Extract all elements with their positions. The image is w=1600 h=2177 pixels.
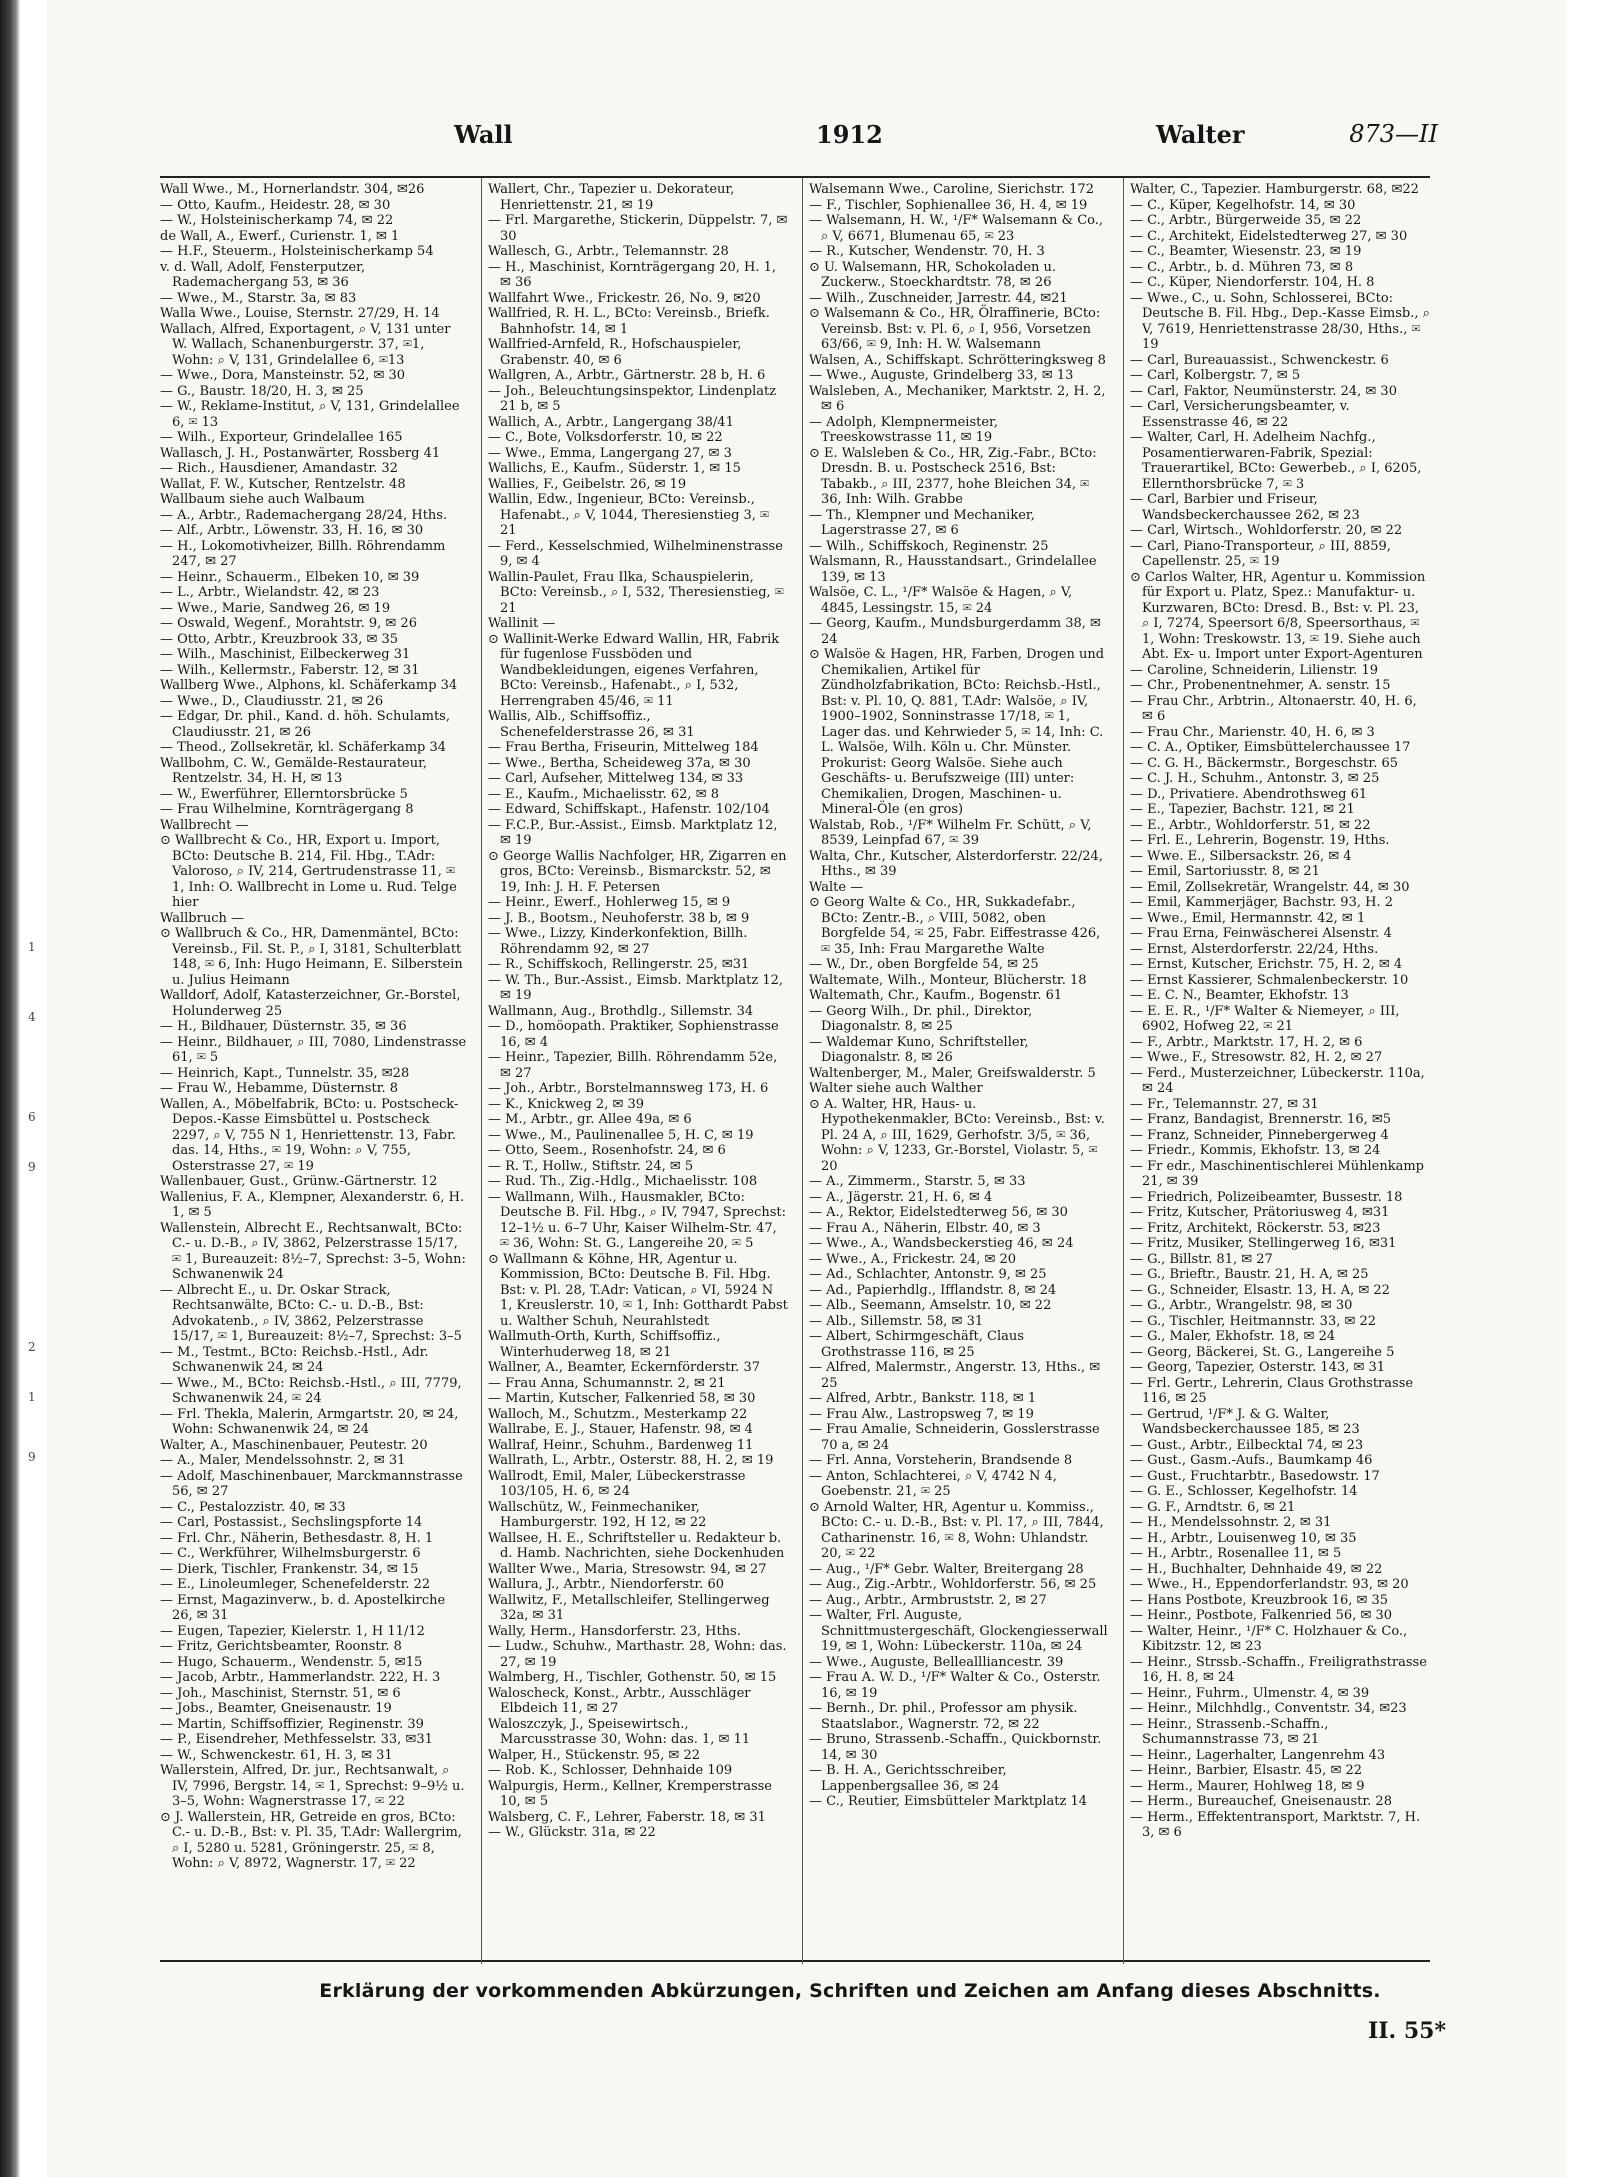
directory-entry: — Alb., Sillemstr. 58, ✉ 31 — [809, 1313, 984, 1329]
directory-entry: Wallen, A., Möbelfabrik, BCto: u. Postscheck-Depos.-Kasse Eimsbüttel u. Postscheck 2297, ⌕ V, 755 N 1, Henriettenstr. 13, Fabr. das. 14, Hths., ✉ 19, Wohn: ⌕ V, 755, Osterstrasse 27, ✉ 19 — [160, 1096, 459, 1174]
directory-entry: — Georg, Tapezier, Osterstr. 143, ✉ 31 — [1130, 1360, 1386, 1375]
directory-entry: Wallerstein, Alfred, Dr. jur., Rechtsanwalt, ⌕ IV, 7996, Bergstr. 14, ✉ 1, Sprechst: 9–9½ u. 3–5, Wohn: Wagnerstrasse 17, ✉ 22 — [160, 1763, 465, 1809]
directory-entry: — Ludw., Schuhw., Marthastr. 28, Wohn: das. 27, ✉ 19 — [488, 1639, 787, 1670]
directory-entry: — H., Arbtr., Rosenallee 11, ✉ 5 — [1130, 1546, 1342, 1561]
directory-entry: Wally, Herm., Hansdorferstr. 23, Hths. — [488, 1623, 741, 1639]
directory-entry: — Wilh., Zuschneider, Jarrestr. 44, ✉21 — [809, 290, 1068, 306]
directory-entry: Walpurgis, Herm., Kellner, Kremperstrasse 10, ✉ 5 — [488, 1778, 772, 1809]
directory-entry: Walper, H., Stückenstr. 95, ✉ 22 — [488, 1747, 700, 1763]
directory-entry: — G. F., Arndtstr. 6, ✉ 21 — [1130, 1499, 1296, 1515]
directory-entry: — Walter, Heinr., ¹/F* C. Holzhauer & Co., Kibitzstr. 12, ✉ 23 — [1130, 1623, 1408, 1654]
directory-entry: — Adolph, Klempnermeister, Treeskowstrasse 11, ✉ 19 — [809, 414, 998, 445]
directory-entry: — C., Werkführer, Wilhelmsburgerstr. 6 — [160, 1546, 421, 1561]
directory-entry: — Heinr., Strassenb.-Schaffn., Schumannstrasse 73, ✉ 21 — [1130, 1716, 1329, 1747]
directory-entry: Wallgren, A., Arbtr., Gärtnerstr. 28 b, H. 6 — [488, 368, 766, 383]
directory-entry: Wallbrecht — — [160, 817, 249, 833]
directory-entry: v. d. Wall, Adolf, Fensterputzer, Rademachergang 53, ✉ 36 — [160, 259, 366, 290]
directory-entry: — Wwe. E., Silbersackstr. 26, ✉ 4 — [1130, 848, 1352, 864]
directory-entry: — Jacob, Arbtr., Hammerlandstr. 222, H. 3 — [160, 1670, 441, 1685]
directory-entry: — Frau A., Näherin, Elbstr. 40, ✉ 3 — [809, 1220, 1041, 1236]
directory-entry: Wallies, F., Geibelstr. 26, ✉ 19 — [488, 476, 687, 492]
directory-entry: — Carl, Postassist., Sechslingspforte 14 — [160, 1515, 423, 1530]
directory-entry: — Wallmann, Wilh., Hausmakler, BCto: Deutsche B. Fil. Hbg., ⌕ IV, 7947, Sprechst: 12–1½ u. 6–7 Uhr, Kaiser Wilhelm-Str. 47, ✉ 36, Wohn: St. G., Langereihe 20, ✉ 5 — [488, 1189, 786, 1251]
directory-entry: — Caroline, Schneiderin, Lilienstr. 19 — [1130, 662, 1378, 678]
directory-entry: — Herm., Bureauchef, Gneisenaustr. 28 — [1130, 1794, 1392, 1809]
directory-entry: — Frl. Chr., Näherin, Bethesdastr. 8, H. 1 — [160, 1530, 434, 1546]
directory-entry: — Ad., Schlachter, Antonstr. 9, ✉ 25 — [809, 1267, 1047, 1282]
directory-entry: Wallfried, R. H. L., BCto: Vereinsb., Briefk. Bahnhofstr. 14, ✉ 1 — [488, 306, 770, 337]
directory-entry: Wallenstein, Albrecht E., Rechtsanwalt, BCto: C.- u. D.-B., ⌕ IV, 3862, Pelzerstrasse 15/17, ✉ 1, Bureauzeit: 8½–7, Sprechst: 3–5, Wohn: Schwanenwik 24 — [160, 1220, 466, 1282]
directory-entry: — Georg, Bäckerei, St. G., Langereihe 5 — [1130, 1344, 1395, 1360]
directory-entry: Walmberg, H., Tischler, Gothenstr. 50, ✉ 15 — [488, 1670, 777, 1685]
directory-entry: — Wwe., Auguste, Belleallliancestr. 39 — [809, 1654, 1064, 1670]
directory-entry: — W., Reklame-Institut, ⌕ V, 131, Grindelallee 6, ✉ 13 — [160, 399, 460, 430]
directory-entry: — Wilh., Maschinist, Eilbeckerweg 31 — [160, 647, 411, 662]
directory-entry: — Ernst, Magazinverw., b. d. Apostelkirche 26, ✉ 31 — [160, 1592, 446, 1623]
directory-entry: Waloscheck, Konst., Arbtr., Ausschläger Elbdeich 11, ✉ 27 — [488, 1685, 751, 1716]
directory-entry: — K., Knickweg 2, ✉ 39 — [488, 1096, 645, 1112]
directory-entry: Wallfried-Arnfeld, R., Hofschauspieler, Grabenstr. 40, ✉ 6 — [488, 337, 742, 368]
directory-entry: — Fritz, Musiker, Stellingerweg 16, ✉31 — [1130, 1236, 1397, 1251]
directory-entry: — Heinr., Postbote, Falkenried 56, ✉ 30 — [1130, 1608, 1393, 1623]
directory-entry: — Wwe., Auguste, Grindelberg 33, ✉ 13 — [809, 368, 1074, 383]
directory-entry: — Alf., Arbtr., Löwenstr. 33, H. 16, ✉ 30 — [160, 523, 424, 538]
directory-entry: Wallis, Alb., Schiffsoffiz., Schenefelderstrasse 26, ✉ 31 — [488, 709, 695, 740]
directory-entry: — Dierk, Tischler, Frankenstr. 34, ✉ 15 — [160, 1561, 419, 1577]
directory-entry: Walsmann, R., Hausstandsart., Grindelallee 139, ✉ 13 — [809, 554, 1097, 585]
directory-entry: — D., homöopath. Praktiker, Sophienstrasse 16, ✉ 4 — [488, 1019, 779, 1050]
directory-column-2 — [481, 178, 788, 1964]
directory-entry: — Chr., Probenentnehmer, A. senstr. 15 — [1130, 678, 1391, 693]
directory-entry: — C., Beamter, Wiesenstr. 23, ✉ 19 — [1130, 244, 1362, 259]
directory-entry: — Walter, Frl. Auguste, Schnittmustergeschäft, Glockengiesserwall 19, ✉ 1, Wohn: Lübeckerstr. 110a, ✉ 24 — [809, 1608, 1108, 1654]
directory-entry: — H., Mendelssohnstr. 2, ✉ 31 — [1130, 1515, 1332, 1530]
directory-entry: Wallesch, G., Arbtr., Telemannstr. 28 — [488, 244, 729, 259]
directory-entry: — Carl, Versicherungsbeamter, v. Essenstrasse 46, ✉ 22 — [1130, 399, 1350, 430]
directory-entry: — Walter, Carl, H. Adelheim Nachfg., Posamentierwaren-Fabrik, Spezial: Trauerartikel, BCto: Gewerbeb., ⌕ I, 6205, Ellernthorsbrücke 7, ✉ 3 — [1130, 430, 1422, 492]
directory-entry: — Fritz, Architekt, Röckerstr. 53, ✉23 — [1130, 1220, 1381, 1236]
directory-entry: — Wwe., M., Starstr. 3a, ✉ 83 — [160, 290, 357, 306]
directory-entry: — Wwe., Lizzy, Kinderkonfektion, Billh. Röhrendamm 92, ✉ 27 — [488, 926, 748, 957]
directory-entry: — Rob. K., Schlosser, Dehnhaide 109 — [488, 1763, 733, 1778]
directory-entry: Walsöe, C. L., ¹/F* Walsöe & Hagen, ⌕ V, 4845, Lessingstr. 15, ✉ 24 — [809, 585, 1073, 616]
directory-entry: Wallura, J., Arbtr., Niendorferstr. 60 — [488, 1577, 724, 1592]
directory-entry: ⊙ A. Walter, HR, Haus- u. Hypothekenmakler, BCto: Vereinsb., Bst: v. Pl. 24 A, ⌕ III, 1629, Gerhofstr. 3/5, ✉ 36, Wohn: ⌕ V, 1233, Gr.-Borstel, Violastr. 5, ✉ 20 — [809, 1096, 1105, 1174]
directory-entry: — E. E. R., ¹/F* Walter & Niemeyer, ⌕ III, 6902, Hofweg 22, ✉ 21 — [1130, 1003, 1400, 1034]
directory-entry: — E., Tapezier, Bachstr. 121, ✉ 21 — [1130, 802, 1355, 817]
directory-entry: — Otto, Kaufm., Heidestr. 28, ✉ 30 — [160, 197, 391, 213]
directory-entry: Walter, C., Tapezier. Hamburgerstr. 68, ✉22 — [1130, 182, 1419, 197]
directory-entry: — Wwe., Emma, Langergang 27, ✉ 3 — [488, 445, 732, 461]
directory-column-3 — [802, 178, 1109, 1964]
directory-entry: — H.F., Steuerm., Holsteinischerkamp 54 — [160, 244, 434, 259]
directory-entry: Wallbaum siehe auch Walbaum — [160, 492, 365, 507]
directory-entry: — Wwe., H., Eppendorferlandstr. 93, ✉ 20 — [1130, 1577, 1409, 1592]
directory-entry: — H., Buchhalter, Dehnhaide 49, ✉ 22 — [1130, 1561, 1383, 1577]
directory-entry: — Rich., Hausdiener, Amandastr. 32 — [160, 461, 398, 476]
directory-entry: — Herm., Effektentransport, Marktstr. 7, H. 3, ✉ 6 — [1130, 1809, 1421, 1840]
directory-entry: — G. E., Schlosser, Kegelhofstr. 14 — [1130, 1484, 1358, 1499]
directory-entry: — Frau Bertha, Friseurin, Mittelweg 184 — [488, 740, 759, 755]
directory-entry: — Wwe., F., Stresowstr. 82, H. 2, ✉ 27 — [1130, 1050, 1383, 1065]
directory-entry: Walsleben, A., Mechaniker, Marktstr. 2, H. 2, ✉ 6 — [809, 383, 1106, 414]
directory-entry: — C., Reutier, Eimsbütteler Marktplatz 14 — [809, 1794, 1088, 1809]
directory-entry: ⊙ Wallmann & Köhne, HR, Agentur u. Kommission, BCto: Deutsche B. Fil. Hbg. Bst: v. Pl. 28, T.Adr: Vatican, ⌕ VI, 5924 N 1, Kreuslerstr. 10, ✉ 1, Inh: Gotthardt Pabst u. Walther Schuh, Neurahlstedt — [488, 1251, 788, 1329]
directory-entry: Wallat, F. W., Kutscher, Rentzelstr. 48 — [160, 476, 406, 492]
directory-entry: — R. T., Hollw., Stiftstr. 24, ✉ 5 — [488, 1158, 694, 1174]
directory-entry: — Wwe., Dora, Mansteinstr. 52, ✉ 30 — [160, 368, 406, 383]
directory-entry: — Wwe., M., Paulinenallee 5, H. C, ✉ 19 — [488, 1127, 754, 1143]
directory-entry: Wallmuth-Orth, Kurth, Schiffsoffiz., Winterhuderweg 18, ✉ 21 — [488, 1329, 721, 1360]
directory-entry: — Emil, Sartoriusstr. 8, ✉ 21 — [1130, 864, 1320, 879]
directory-entry: — A., Maler, Mendelssohnstr. 2, ✉ 31 — [160, 1453, 406, 1468]
directory-entry: Wallfahrt Wwe., Frickestr. 26, No. 9, ✉20 — [488, 290, 761, 306]
directory-entry: — Rud. Th., Zig.-Hdlg., Michaelisstr. 108 — [488, 1174, 758, 1189]
directory-entry: — Heinrich, Kapt., Tunnelstr. 35, ✉28 — [160, 1065, 410, 1081]
directory-entry: — W., Ewerführer, Ellerntorsbrücke 5 — [160, 786, 408, 802]
directory-column-4 — [1123, 178, 1430, 1964]
directory-entry: Wallichs, E., Kaufm., Süderstr. 1, ✉ 15 — [488, 461, 741, 476]
directory-entry: — P., Eisendreher, Methfesselstr. 33, ✉31 — [160, 1732, 433, 1747]
directory-entry: — Wwe., Marie, Sandweg 26, ✉ 19 — [160, 600, 391, 616]
directory-entry: ⊙ U. Walsemann, HR, Schokoladen u. Zuckerw., Stoeckhardtstr. 78, ✉ 26 — [809, 259, 1057, 290]
directory-entry: — Heinr., Bildhauer, ⌕ III, 7080, Lindenstrasse 61, ✉ 5 — [160, 1034, 467, 1065]
directory-entry: Walla Wwe., Louise, Sternstr. 27/29, H. 14 — [160, 306, 440, 321]
directory-entry: Wallbruch — — [160, 910, 244, 926]
directory-entry: — Heinr., Lagerhalter, Langenrehm 43 — [1130, 1747, 1386, 1763]
directory-entry: — H., Lokomotivheizer, Billh. Röhrendamm 247, ✉ 27 — [160, 538, 446, 569]
directory-entry: Wallinit — — [488, 616, 556, 631]
directory-entry: — Alfred, Malermstr., Angerstr. 13, Hths., ✉ 25 — [809, 1360, 1101, 1391]
directory-entry: Waltemath, Chr., Kaufm., Bogenstr. 61 — [809, 988, 1063, 1003]
directory-entry: Walter siehe auch Walther — [809, 1081, 983, 1096]
header-year: 1912 — [816, 120, 883, 149]
directory-entry: — Friedr., Kommis, Ekhofstr. 13, ✉ 24 — [1130, 1143, 1381, 1158]
directory-entry: — W., Dr., oben Borgfelde 54, ✉ 25 — [809, 957, 1039, 972]
directory-entry: — C. J. H., Schuhm., Antonstr. 3, ✉ 25 — [1130, 771, 1380, 786]
left-margin-marks: 1 4 6 9 2 1 9 — [28, 940, 36, 1464]
directory-entry: — Carl, Aufseher, Mittelweg 134, ✉ 33 — [488, 771, 744, 786]
directory-entry: — Wwe., C., u. Sohn, Schlosserei, BCto: Deutsche B. Fil. Hbg., Dep.-Kasse Eimsb., ⌕ V, 7619, Henriettenstrasse 28/30, Hths., ✉ 19 — [1130, 290, 1430, 352]
directory-entry: — Frau Wilhelmine, Kornträgergang 8 — [160, 802, 414, 817]
directory-entry: — Alb., Seemann, Amselstr. 10, ✉ 22 — [809, 1298, 1052, 1313]
directory-entry: Walta, Chr., Kutscher, Alsterdorferstr. 22/24, Hths., ✉ 39 — [809, 848, 1103, 879]
directory-entry: — Jobs., Beamter, Gneisenaustr. 19 — [160, 1701, 392, 1716]
directory-entry: — Hans Postbote, Kreuzbrook 16, ✉ 35 — [1130, 1592, 1389, 1608]
directory-entry: ⊙ Walsemann & Co., HR, Ölraffinerie, BCto: Vereinsb. Bst: v. Pl. 6, ⌕ I, 956, Vorsetzen 63/66, ✉ 9, Inh: H. W. Walsemann — [809, 306, 1101, 352]
directory-entry: — Wwe., A., Wandsbeckerstieg 46, ✉ 24 — [809, 1236, 1074, 1251]
directory-entry: — Eugen, Tapezier, Kielerstr. 1, H 11/12 — [160, 1623, 425, 1639]
directory-entry: — Herm., Maurer, Hohlweg 18, ✉ 9 — [1130, 1778, 1365, 1794]
directory-entry: Walte — — [809, 879, 864, 895]
directory-entry: Wallasch, J. H., Postanwärter, Rossberg 41 — [160, 445, 441, 461]
directory-entry: — Ferd., Musterzeichner, Lübeckerstr. 110a, ✉ 24 — [1130, 1065, 1425, 1096]
directory-entry: — W., Glückstr. 31a, ✉ 22 — [488, 1825, 656, 1840]
directory-entry: — Heinr., Ewerf., Hohlerweg 15, ✉ 9 — [488, 895, 731, 910]
directory-entry: — Albrecht E., u. Dr. Oskar Strack, Rechtsanwälte, BCto: C.- u. D.-B., Bst: Advokatenb., ⌕ IV, 3862, Pelzerstrasse 15/17, ✉ 1, Bureauzeit: 8½–7, Sprechst: 3–5 — [160, 1282, 462, 1344]
directory-entry: — J. B., Bootsm., Neuhoferstr. 38 b, ✉ 9 — [488, 910, 750, 926]
directory-entry: — Gertrud, ¹/F* J. & G. Walter, Wandsbeckerchaussee 185, ✉ 23 — [1130, 1406, 1360, 1437]
directory-entry: ⊙ Wallinit-Werke Edward Wallin, HR, Fabrik für fugenlose Fussböden und Wandbekleidungen, eigenes Verfahren, BCto: Vereinsb., Hafenabt., ⌕ I, 532, Herrengraben 45/46, ✉ 11 — [488, 631, 780, 709]
directory-entry: — Wwe., M., BCto: Reichsb.-Hstl., ⌕ III, 7779, Schwanenwik 24, ✉ 24 — [160, 1375, 462, 1406]
directory-entry: — Carl, Bureauassist., Schwenckestr. 6 — [1130, 352, 1389, 368]
directory-entry: ⊙ George Wallis Nachfolger, HR, Zigarren en gros, BCto: Vereinsb., Bismarckstr. 52, ✉ 19, Inh: J. H. F. Petersen — [488, 848, 787, 895]
directory-entry: ⊙ Wallbruch & Co., HR, Damenmäntel, BCto: Vereinsb., Fil. St. P., ⌕ I, 3181, Schulterblatt 148, ✉ 6, Inh: Hugo Heimann, E. Silberstein u. Julius Heimann — [160, 926, 463, 988]
directory-entry: — Fr., Telemannstr. 27, ✉ 31 — [1130, 1096, 1319, 1112]
directory-entry: Wallin, Edw., Ingenieur, BCto: Vereinsb., Hafenabt., ⌕ V, 1044, Theresienstieg 3, ✉ 21 — [488, 492, 770, 538]
directory-entry: — F.C.P., Bur.-Assist., Eimsb. Marktplatz 12, ✉ 19 — [488, 817, 778, 848]
directory-entry: Wallmann, Aug., Brothdlg., Sillemstr. 34 — [488, 1003, 754, 1019]
directory-entry: — Bruno, Strassenb.-Schaffn., Quickbornstr. 14, ✉ 30 — [809, 1732, 1102, 1763]
directory-entry: ⊙ J. Wallerstein, HR, Getreide en gros, BCto: C.- u. D.-B., Bst: v. Pl. 35, T.Adr: Wallergrim, ⌕ I, 5280 u. 5281, Gröningerstr. 25, ✉ 8, Wohn: ⌕ V, 8972, Wagnerstr. 17, ✉ 22 — [160, 1809, 462, 1871]
directory-entry: Wallenius, F. A., Klempner, Alexanderstr. 6, H. 1, ✉ 5 — [160, 1189, 465, 1220]
directory-entry: — G., Maler, Ekhofstr. 18, ✉ 24 — [1130, 1329, 1336, 1344]
directory-entry: — Wilh., Schiffskoch, Reginenstr. 25 — [809, 538, 1049, 554]
page-header — [108, 120, 1438, 160]
directory-entry: — Theod., Zollsekretär, kl. Schäferkamp 34 — [160, 740, 447, 755]
directory-entry: — Frl. E., Lehrerin, Bogenstr. 19, Hths. — [1130, 833, 1390, 848]
directory-entry: — Frau Chr., Marienstr. 40, H. 6, ✉ 3 — [1130, 724, 1375, 740]
directory-entry: Wall Wwe., M., Hornerlandstr. 304, ✉26 — [160, 182, 425, 197]
directory-entry: — Aug., Zig.-Arbtr., Wohldorferstr. 56, ✉ 25 — [809, 1577, 1097, 1592]
header-right-keyword: Walter — [1156, 120, 1245, 149]
directory-entry: — Joh., Maschinist, Sternstr. 51, ✉ 6 — [160, 1685, 401, 1701]
directory-entry: — Frau Amalie, Schneiderin, Gosslerstrasse 70 a, ✉ 24 — [809, 1422, 1100, 1453]
directory-entry: Waloszczyk, J., Speisewirtsch., Marcusstrasse 30, Wohn: das. 1, ✉ 11 — [488, 1716, 751, 1747]
directory-entry: — C., Arbtr., b. d. Mühren 73, ✉ 8 — [1130, 259, 1354, 275]
directory-entry: — Frl. Anna, Vorsteherin, Brandsende 8 — [809, 1453, 1073, 1468]
directory-entry: — H., Bildhauer, Düsternstr. 35, ✉ 36 — [160, 1019, 407, 1034]
book-binding-edge — [0, 0, 20, 2177]
directory-entry: — D., Privatiere. Abendrothsweg 61 — [1130, 786, 1368, 802]
directory-entry: — M., Arbtr., gr. Allee 49a, ✉ 6 — [488, 1112, 692, 1127]
directory-entry: — G., Brieftr., Baustr. 21, H. A, ✉ 25 — [1130, 1267, 1369, 1282]
directory-entry: Wallter Wwe., Maria, Stresowstr. 94, ✉ 27 — [488, 1561, 767, 1577]
directory-entry: — Ad., Papierhdlg., Ifflandstr. 8, ✉ 24 — [809, 1282, 1057, 1298]
abbreviations-note: Erklärung der vorkommenden Abkürzungen, Schriften und Zeichen am Anfang dieses Abschnitts. — [319, 1980, 1381, 2002]
directory-entry: — Adolf, Maschinenbauer, Marckmannstrasse 56, ✉ 27 — [160, 1468, 463, 1499]
directory-entry: — Alfred, Arbtr., Bankstr. 118, ✉ 1 — [809, 1391, 1037, 1406]
directory-entry: — G., Billstr. 81, ✉ 27 — [1130, 1251, 1273, 1267]
directory-entry: — Joh., Arbtr., Borstelmannsweg 173, H. 6 — [488, 1081, 769, 1096]
directory-entry: — Oswald, Wegenf., Morahtstr. 9, ✉ 26 — [160, 616, 417, 631]
directory-entry: — C., Pestalozzistr. 40, ✉ 33 — [160, 1499, 346, 1515]
directory-entry: — L., Arbtr., Wielandstr. 42, ✉ 23 — [160, 585, 380, 600]
directory-entry: — C., Arbtr., Bürgerweide 35, ✉ 22 — [1130, 213, 1362, 228]
directory-entry: — Joh., Beleuchtungsinspektor, Lindenplatz 21 b, ✉ 5 — [488, 383, 777, 414]
directory-entry: — Fritz, Gerichtsbeamter, Roonstr. 8 — [160, 1639, 402, 1654]
directory-entry: — E., Arbtr., Wohldorferstr. 51, ✉ 22 — [1130, 817, 1371, 833]
directory-entry: — Wwe., D., Claudiusstr. 21, ✉ 26 — [160, 693, 384, 709]
directory-entry: — G., Baustr. 18/20, H. 3, ✉ 25 — [160, 383, 364, 399]
directory-entry: ⊙ Arnold Walter, HR, Agentur u. Kommiss., BCto: C.- u. D.-B., Bst: v. Pl. 17, ⌕ III, 7844, Catharinenstr. 16, ✉ 8, Wohn: Uhlandstr. 20, ✉ 22 — [809, 1499, 1104, 1561]
directory-entry: — Heinr., Tapezier, Billh. Röhrendamm 52e, ✉ 27 — [488, 1050, 778, 1081]
directory-entry: — Bernh., Dr. phil., Professor am physik. Staatslabor., Wagnerstr. 72, ✉ 22 — [809, 1701, 1078, 1732]
directory-entry: Walloch, M., Schutzm., Mesterkamp 22 — [488, 1406, 748, 1422]
directory-entry: — Frau A. W. D., ¹/F* Walter & Co., Osterstr. 16, ✉ 19 — [809, 1670, 1101, 1701]
directory-entry: — Otto, Seem., Rosenhofstr. 24, ✉ 6 — [488, 1143, 726, 1158]
directory-entry: — Ferd., Kesselschmied, Wilhelminenstrasse 9, ✉ 4 — [488, 538, 783, 569]
directory-columns — [160, 176, 1430, 1962]
directory-entry: — C., Bote, Volksdorferstr. 10, ✉ 22 — [488, 430, 723, 445]
directory-entry: — H., Arbtr., Louisenweg 10, ✉ 35 — [1130, 1530, 1357, 1546]
directory-entry: Wallbohm, C. W., Gemälde-Restaurateur, Rentzelstr. 34, H. H, ✉ 13 — [160, 755, 428, 786]
directory-entry: Wallraf, Heinr., Schuhm., Bardenweg 11 — [488, 1437, 754, 1453]
directory-entry: Wallenbauer, Gust., Grünw.-Gärtnerstr. 12 — [160, 1174, 438, 1189]
directory-entry: — H., Maschinist, Kornträgergang 20, H. 1, ✉ 36 — [488, 259, 777, 290]
directory-entry: — W. Th., Bur.-Assist., Eimsb. Marktplatz 12, ✉ 19 — [488, 972, 784, 1003]
directory-entry: — F., Tischler, Sophienallee 36, H. 4, ✉ 19 — [809, 197, 1088, 213]
directory-entry: ⊙ Wallbrecht & Co., HR, Export u. Import, BCto: Deutsche B. 214, Fil. Hbg., T.Adr: Valoroso, ⌕ IV, 214, Gertrudenstrasse 11, ✉ 1, Inh: O. Wallbrecht in Lome u. Rud. Telge hier — [160, 833, 457, 910]
directory-entry: — Emil, Zollsekretär, Wrangelstr. 44, ✉ 30 — [1130, 879, 1410, 895]
directory-entry: — Heinr., Schauerm., Elbeken 10, ✉ 39 — [160, 569, 420, 585]
directory-entry: — Heinr., Barbier, Elsastr. 45, ✉ 22 — [1130, 1763, 1363, 1778]
directory-entry: — Wilh., Exporteur, Grindelallee 165 — [160, 430, 403, 445]
directory-entry: — Carl, Faktor, Neumünsterstr. 24, ✉ 30 — [1130, 383, 1397, 399]
directory-entry: Wallrabe, E. J., Stauer, Hafenstr. 98, ✉ 4 — [488, 1422, 753, 1437]
directory-entry: — Ernst, Alsterdorferstr. 22/24, Hths. — [1130, 941, 1379, 957]
directory-entry: — Carl, Wirtsch., Wohldorferstr. 20, ✉ 22 — [1130, 523, 1403, 538]
directory-entry: ⊙ Carlos Walter, HR, Agentur u. Kommission für Export u. Platz, Spez.: Manufaktur- u. Kurzwaren, BCto: Dresd. B., Bst: v. Pl. 23, ⌕ I, 7274, Speersort 6/8, Speersorthaus, ✉ 1, Wohn: Treskowstr. 13, ✉ 19. Siehe auch Abt. Ex- u. Import unter Export-Agenturen — [1130, 569, 1426, 662]
directory-entry: — Franz, Bandagist, Brennerstr. 16, ✉5 — [1130, 1112, 1392, 1127]
directory-entry: — G., Tischler, Heitmannstr. 33, ✉ 22 — [1130, 1313, 1377, 1329]
directory-entry: — Gust., Fruchtarbtr., Basedowstr. 17 — [1130, 1468, 1380, 1484]
directory-entry: — Aug., Arbtr., Armbruststr. 2, ✉ 27 — [809, 1592, 1047, 1608]
directory-entry: — Frl. Thekla, Malerin, Armgartstr. 20, ✉ 24, Wohn: Schwanenwik 24, ✉ 24 — [160, 1406, 459, 1437]
directory-entry: — Georg Wilh., Dr. phil., Direktor, Diagonalstr. 8, ✉ 25 — [809, 1003, 1033, 1034]
directory-entry: — Fr edr., Maschinentischlerei Mühlenkamp 21, ✉ 39 — [1130, 1158, 1424, 1189]
directory-entry: — E. C. N., Beamter, Ekhofstr. 13 — [1130, 988, 1349, 1003]
directory-entry: Wallschütz, W., Feinmechaniker, Hamburgerstr. 192, H 12, ✉ 22 — [488, 1499, 707, 1530]
directory-entry: — Frau W., Hebamme, Düsternstr. 8 — [160, 1081, 399, 1096]
directory-entry: — Frau Alw., Lastropsweg 7, ✉ 19 — [809, 1406, 1034, 1422]
directory-entry: Wallert, Chr., Tapezier u. Dekorateur, Henriettenstr. 21, ✉ 19 — [488, 182, 735, 213]
directory-entry: — Albert, Schirmgeschäft, Claus Grothstrasse 116, ✉ 25 — [809, 1329, 1024, 1360]
directory-entry: Wallwitz, F., Metallschleifer, Stellingerweg 32a, ✉ 31 — [488, 1592, 770, 1623]
directory-entry: Wallin-Paulet, Frau Ilka, Schauspielerin, BCto: Vereinsb., ⌕ I, 532, Theresienstieg, ✉ 21 — [488, 569, 784, 616]
directory-entry: — Aug., ¹/F* Gebr. Walter, Breitergang 28 — [809, 1561, 1084, 1577]
directory-entry: — Martin, Kutscher, Falkenried 58, ✉ 30 — [488, 1391, 756, 1406]
directory-entry: — Carl, Barbier und Friseur, Wandsbeckerchaussee 262, ✉ 23 — [1130, 492, 1360, 523]
directory-entry: — Waldemar Kuno, Schriftsteller, Diagonalstr. 8, ✉ 26 — [809, 1034, 1029, 1065]
directory-entry: — A., Zimmerm., Starstr. 5, ✉ 33 — [809, 1174, 1026, 1189]
directory-entry: — Ernst Kassierer, Schmalenbeckerstr. 10 — [1130, 972, 1409, 988]
directory-entry: — B. H. A., Gerichtsschreiber, Lappenbergsallee 36, ✉ 24 — [809, 1763, 1007, 1794]
header-left-keyword: Wall — [454, 120, 513, 149]
directory-entry: — Wilh., Kellermstr., Faberstr. 12, ✉ 31 — [160, 662, 420, 678]
directory-entry: — Martin, Schiffsoffizier, Reginenstr. 39 — [160, 1716, 424, 1732]
directory-entry: — E., Kaufm., Michaelisstr. 62, ✉ 8 — [488, 786, 719, 802]
directory-entry: Walsen, A., Schiffskapt. Schrötteringksweg 8 — [809, 352, 1106, 368]
directory-entry: — Wwe., Emil, Hermannstr. 42, ✉ 1 — [1130, 910, 1366, 926]
directory-entry: — Edgar, Dr. phil., Kand. d. höh. Schulamts, Claudiusstr. 21, ✉ 26 — [160, 709, 450, 740]
directory-entry: — C., Küper, Kegelhofstr. 14, ✉ 30 — [1130, 197, 1356, 213]
directory-entry: — C., Küper, Niendorferstr. 104, H. 8 — [1130, 275, 1375, 290]
directory-entry: — Heinr., Strssb.-Schaffn., Freiligrathstrasse 16, H. 8, ✉ 24 — [1130, 1654, 1427, 1685]
header-page-number: 873—II — [1349, 120, 1438, 148]
directory-entry: — Heinr., Fuhrm., Ulmenstr. 4, ✉ 39 — [1130, 1685, 1370, 1701]
directory-entry: Waltenberger, M., Maler, Greifswalderstr. 5 — [809, 1065, 1096, 1081]
directory-entry: de Wall, A., Ewerf., Curienstr. 1, ✉ 1 — [160, 228, 400, 244]
directory-entry: — R., Schiffskoch, Rellingerstr. 25, ✉31 — [488, 957, 750, 972]
directory-entry: Wallsee, H. E., Schriftsteller u. Redakteur b. d. Hamb. Nachrichten, siehe Dockenhuden — [488, 1530, 785, 1561]
directory-entry: — G., Arbtr., Wrangelstr. 98, ✉ 30 — [1130, 1298, 1353, 1313]
directory-entry: — Georg, Kaufm., Mundsburgerdamm 38, ✉ 24 — [809, 616, 1101, 647]
directory-entry: — Gust., Gasm.-Aufs., Baumkamp 46 — [1130, 1453, 1373, 1468]
directory-entry: Wallrodt, Emil, Maler, Lübeckerstrasse 103/105, H. 6, ✉ 24 — [488, 1468, 746, 1499]
directory-entry: — Emil, Kammerjäger, Bachstr. 93, H. 2 — [1130, 895, 1393, 910]
directory-entry: — Frl. Gertr., Lehrerin, Claus Grothstrasse 116, ✉ 25 — [1130, 1375, 1414, 1406]
directory-entry: — C., Architekt, Eidelstedterweg 27, ✉ 30 — [1130, 228, 1408, 244]
directory-entry: — F., Arbtr., Marktstr. 17, H. 2, ✉ 6 — [1130, 1034, 1363, 1050]
directory-entry: ⊙ E. Walsleben & Co., HR, Zig.-Fabr., BCto: Dresdn. B. u. Postscheck 2516, Bst: Tabakb., ⌕ III, 2377, hohe Bleichen 34, ✉ 36, Inh: Wilh. Grabbe — [809, 445, 1097, 507]
directory-entry: — Frau Erna, Feinwäscherei Alsenstr. 4 — [1130, 926, 1392, 941]
directory-entry: — A., Jägerstr. 21, H. 6, ✉ 4 — [809, 1189, 993, 1205]
directory-entry: Wallner, A., Beamter, Eckernförderstr. 37 — [488, 1360, 760, 1375]
directory-entry: — C. G. H., Bäckermstr., Borgeschstr. 65 — [1130, 755, 1398, 771]
directory-entry: — E., Linoleumleger, Schenefelderstr. 22 — [160, 1577, 431, 1592]
directory-entry: — Ernst, Kutscher, Erichstr. 75, H. 2, ✉ 4 — [1130, 957, 1403, 972]
directory-entry: Walstab, Rob., ¹/F* Wilhelm Fr. Schütt, ⌕ V, 8539, Leinpfad 67, ✉ 39 — [809, 817, 1092, 848]
directory-entry: Wallach, Alfred, Exportagent, ⌕ V, 131 unter W. Wallach, Schanenburgerstr. 37, ✉1, Wohn: ⌕ V, 131, Grindelallee 6, ✉13 — [160, 321, 451, 368]
directory-entry: — Wwe., Bertha, Scheideweg 37a, ✉ 30 — [488, 755, 751, 771]
directory-entry: — Franz, Schneider, Pinnebergerweg 4 — [1130, 1127, 1389, 1143]
directory-entry: — Carl, Kolbergstr. 7, ✉ 5 — [1130, 368, 1301, 383]
directory-entry: Wallich, A., Arbtr., Langergang 38/41 — [488, 414, 734, 430]
directory-entry: Walsberg, C. F., Lehrer, Faberstr. 18, ✉ 31 — [488, 1809, 766, 1825]
directory-entry: — Frl. Margarethe, Stickerin, Düppelstr. 7, ✉ 30 — [488, 213, 788, 244]
directory-entry: — Th., Klempner und Mechaniker, Lagerstrasse 27, ✉ 6 — [809, 507, 1035, 538]
directory-entry: — Friedrich, Polizeibeamter, Bussestr. 18 — [1130, 1189, 1403, 1205]
directory-entry: Waltemate, Wilh., Monteur, Blücherstr. 18 — [809, 972, 1087, 988]
directory-entry: Walsemann Wwe., Caroline, Sierichstr. 172 — [809, 182, 1094, 197]
directory-entry: — Gust., Arbtr., Eilbecktal 74, ✉ 23 — [1130, 1437, 1364, 1453]
directory-entry: — Carl, Piano-Transporteur, ⌕ III, 8859, Capellenstr. 25, ✉ 19 — [1130, 538, 1391, 569]
directory-entry: — W., Holsteinischerkamp 74, ✉ 22 — [160, 213, 394, 228]
directory-entry: — A., Rektor, Eidelstedterweg 56, ✉ 30 — [809, 1205, 1068, 1220]
directory-entry: — Frau Anna, Schumannstr. 2, ✉ 21 — [488, 1375, 726, 1391]
footer-page-number: II. 55* — [1367, 2018, 1446, 2044]
directory-entry: Wallberg Wwe., Alphons, kl. Schäferkamp 34 — [160, 678, 458, 693]
directory-entry: — Wwe., A., Frickestr. 24, ✉ 20 — [809, 1251, 1017, 1267]
directory-column-1 — [160, 178, 467, 1964]
directory-entry: — Otto, Arbtr., Kreuzbrook 33, ✉ 35 — [160, 631, 399, 647]
directory-entry: — C. A., Optiker, Eimsbüttelerchaussee 17 — [1130, 740, 1411, 755]
directory-entry: — Fritz, Kutscher, Prätoriusweg 4, ✉31 — [1130, 1205, 1390, 1220]
directory-entry: ⊙ Walsöe & Hagen, HR, Farben, Drogen und Chemikalien, Artikel für Zündholzfabrikation, BCto: Reichsb.-Hstl., Bst: v. Pl. 10, Q. 881, T.Adr: Walsöe, ⌕ IV, 1900–1902, Sonninstrasse 17/18, ✉ 1, Lager das. und Kehrwieder 5, ✉ 14, Inh: C. L. Walsöe, Wilh. Köln u. Chr. Münster. Prokurist: Georg Walsöe. Siehe auch Geschäfts- u. Berufszweige (III) unter: Chemikalien, Drogen, Maschinen- u. Mineral-Öle (en gros) — [809, 647, 1105, 817]
directory-entry: — W., Schwenckestr. 61, H. 3, ✉ 31 — [160, 1747, 393, 1763]
directory-entry: Walldorf, Adolf, Katasterzeichner, Gr.-Borstel, Holunderweg 25 — [160, 988, 461, 1019]
directory-entry: — R., Kutscher, Wendenstr. 70, H. 3 — [809, 244, 1045, 259]
directory-entry: — G., Schneider, Elsastr. 13, H. A, ✉ 22 — [1130, 1282, 1390, 1298]
directory-entry: — Walsemann, H. W., ¹/F* Walsemann & Co., ⌕ V, 6671, Blumenau 65, ✉ 23 — [809, 213, 1104, 244]
directory-entry: ⊙ Georg Walte & Co., HR, Sukkadefabr., BCto: Zentr.-B., ⌕ VIII, 5082, oben Borgfelde 54, ✉ 25, Fabr. Eiffestrasse 426, ✉ 35, Inh: Frau Margarethe Walte — [809, 895, 1101, 957]
directory-entry: — A., Arbtr., Rademachergang 28/24, Hths. — [160, 507, 448, 523]
directory-entry: — Frau Chr., Arbtrin., Altonaerstr. 40, H. 6, ✉ 6 — [1130, 693, 1417, 724]
directory-entry: — Hugo, Schauerm., Wendenstr. 5, ✉15 — [160, 1654, 423, 1670]
directory-entry: — M., Testmt., BCto: Reichsb.-Hstl., Adr. Schwanenwik 24, ✉ 24 — [160, 1344, 429, 1375]
directory-entry: Walter, A., Maschinenbauer, Peutestr. 20 — [160, 1437, 428, 1453]
directory-entry: — Edward, Schiffskapt., Hafenstr. 102/104 — [488, 802, 770, 817]
directory-entry: — Heinr., Milchhdlg., Conventstr. 34, ✉23 — [1130, 1701, 1407, 1716]
directory-entry: Wallrath, L., Arbtr., Osterstr. 88, H. 2, ✉ 19 — [488, 1453, 774, 1468]
directory-entry: — Anton, Schlachterei, ⌕ V, 4742 N 4, Goebenstr. 21, ✉ 25 — [809, 1468, 1057, 1499]
